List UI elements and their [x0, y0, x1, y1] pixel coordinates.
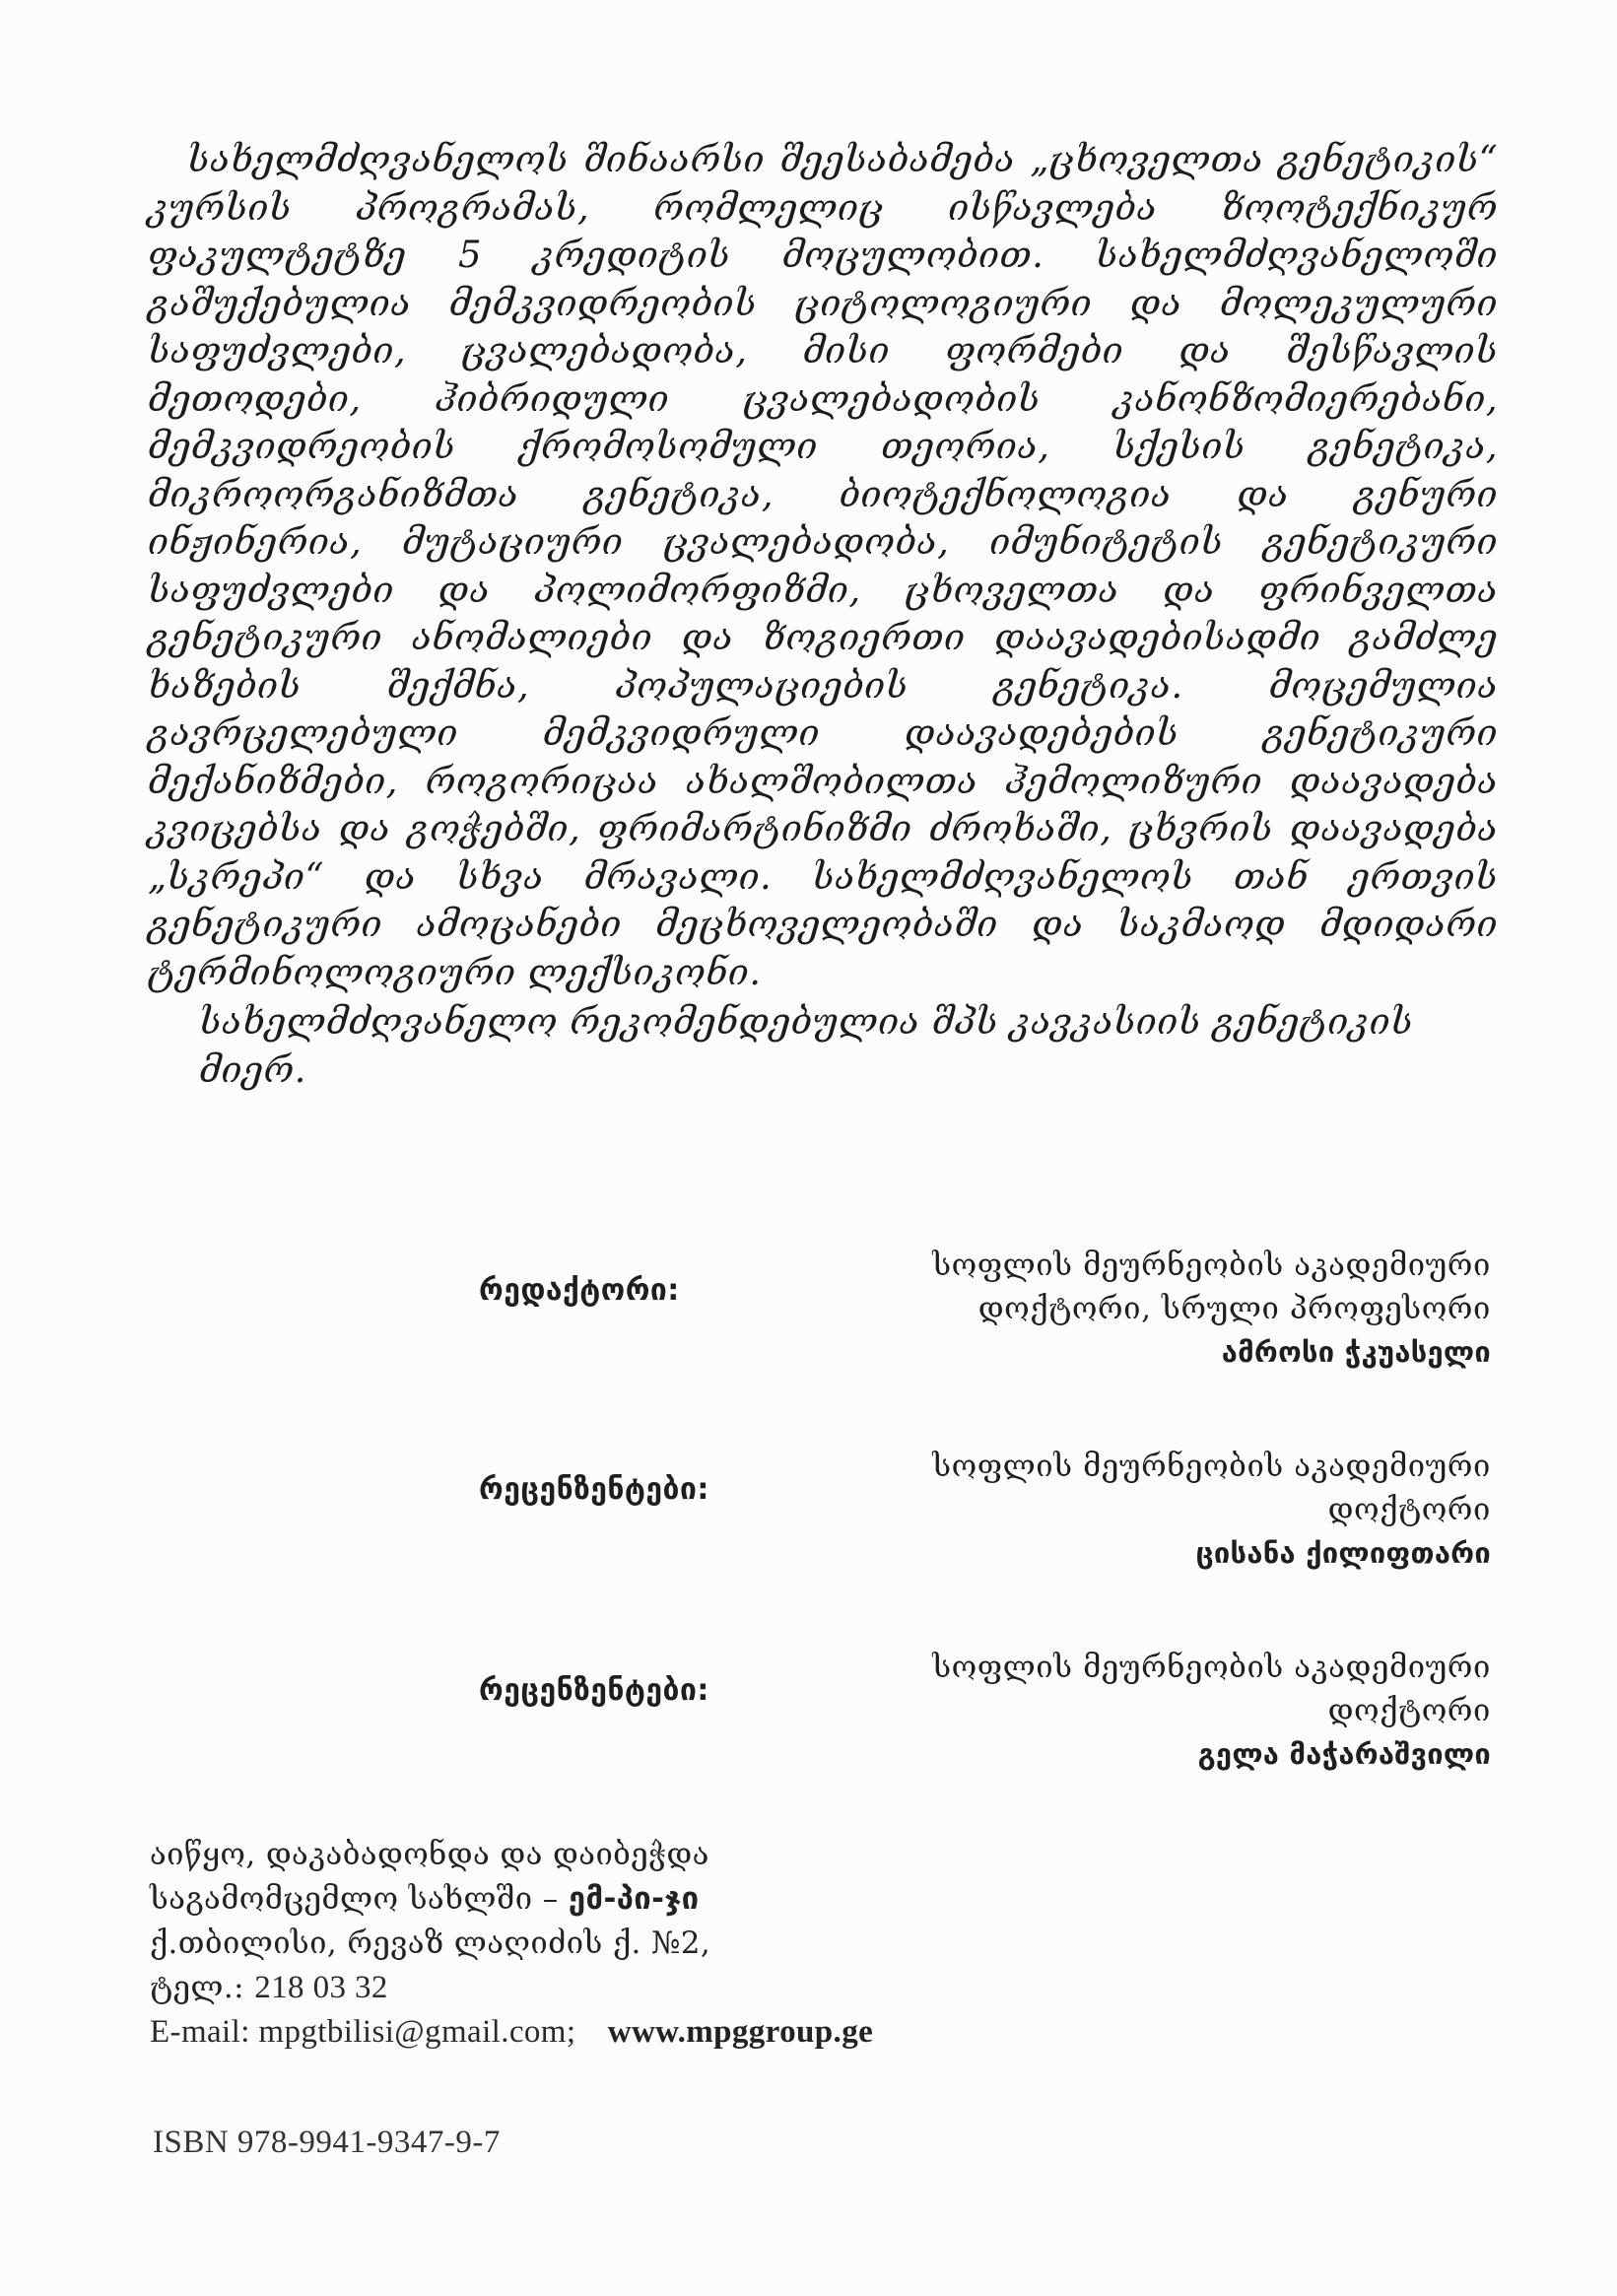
imprint-publisher-prefix: საგამომცემლო სახლში –: [150, 1881, 559, 1917]
reviewer-2-title-line-2: დოქტორი: [1327, 1693, 1491, 1728]
isbn-number: ISBN 978-9941-9347-9-7: [153, 2125, 501, 2160]
imprint-line-2: [150, 1877, 1234, 1922]
reviewer-1-info: [801, 1445, 1491, 1575]
reviewer-1-name: ცისანა ქილიფთარი: [1195, 1536, 1491, 1570]
abstract-paragraph: სახელმძღვანელოს შინაარსი შეესაბამება „ცხოველთა გენეტიკის“ კურსის პროგრამას, რომლელიც ისწავლება ზოოტექნიკურ ფაკულტეტზე 5 კრედიტის მოცულობით. სახელმძღვანელოში გაშუქებულია მემკვიდრეობის ციტოლოგიური და მოლეკულური საფუძვლები, ცვალებადობა, მისი ფორმები და შესწავლის მეთოდები, ჰიბრიდული ცვალებადობის კანონზომიერებანი, მემკვიდრეობის ქრომოსომული თეორია, სქესის გენეტიკა, მიკროორგანიზმთა გენეტიკა, ბიოტექნოლოგია და გენური ინჟინერია, მუტაციური ცვალებადობა, იმუნიტეტის გენეტიკური საფუძვლები და პოლიმორფიზმი, ცხოველთა და ფრინველთა გენეტიკური ანომალიები და ზოგიერთი დაავადებისადმი გამძლე ხაზების შექმნა, პოპულაციების გენეტიკა. მოცემულია გავრცელებული მემკვიდრული დაავადებების გენეტიკური მექანიზმები, როგორიცაა ახალშობილთა ჰემოლიზური დაავადება კვიცებსა და გოჭებში, ფრიმარტინიზმი ძროხაში, ცხვრის დაავადება „სკრეპი“ და სხვა მრავალი. სახელმძღვანელოს თან ერთვის გენეტიკური ამოცანები მეცხოველეობაში და საკმაოდ მდიდარი ტერმინოლოგიური ლექსიკონი.: [148, 138, 1498, 993]
imprint-phone-line: [150, 1966, 1234, 2010]
publisher-imprint: [150, 1833, 1234, 2055]
editor-title-line-2: დოქტორი, სრული პროფესორი: [977, 1291, 1491, 1326]
editor-name: ამროსი ჭკუასელი: [1221, 1335, 1491, 1369]
publisher-name: ემ-პი-ჯი: [568, 1881, 700, 1917]
reviewer-1-title-line-1: სოფლის მეურნეობის აკადემიური: [932, 1449, 1491, 1484]
website-link: www.mpggroup.ge: [607, 2014, 874, 2050]
reviewer-1-role-label: რეცენზენტები:: [479, 1472, 709, 1507]
editor-info: [801, 1244, 1491, 1374]
imprint-contact-line: [150, 2010, 1234, 2055]
reviewer-2-name: გელა მაჭარაშვილი: [1197, 1737, 1491, 1771]
book-abstract: [148, 136, 1498, 1094]
imprint-address: ქ.თბილისი, რევაზ ლაღიძის ქ. №2,: [150, 1925, 711, 1961]
editor-title-line-1: სოფლის მეურნეობის აკადემიური: [932, 1248, 1491, 1283]
phone-number: 218 03 32: [254, 1970, 388, 2005]
reviewer-1-title-line-2: დოქტორი: [1327, 1492, 1491, 1527]
phone-label: ტელ.:: [150, 1970, 244, 2005]
reviewer-2-info: [801, 1646, 1491, 1776]
editor-role-label: რედაქტორი:: [479, 1273, 680, 1308]
reviewer-2-role-label: რეცენზენტები:: [479, 1673, 709, 1708]
email-address: E-mail: mpgtbilisi@gmail.com;: [150, 2014, 576, 2050]
recommendation-statement: სახელმძღვანელო რეკომენდებულია შპს კავკასიის გენეტიკის მიერ.: [199, 1000, 1413, 1091]
reviewer-2-title-line-1: სოფლის მეურნეობის აკადემიური: [932, 1650, 1491, 1685]
imprint-line-1: აიწყო, დაკაბადონდა და დაიბეჭდა: [150, 1837, 709, 1872]
